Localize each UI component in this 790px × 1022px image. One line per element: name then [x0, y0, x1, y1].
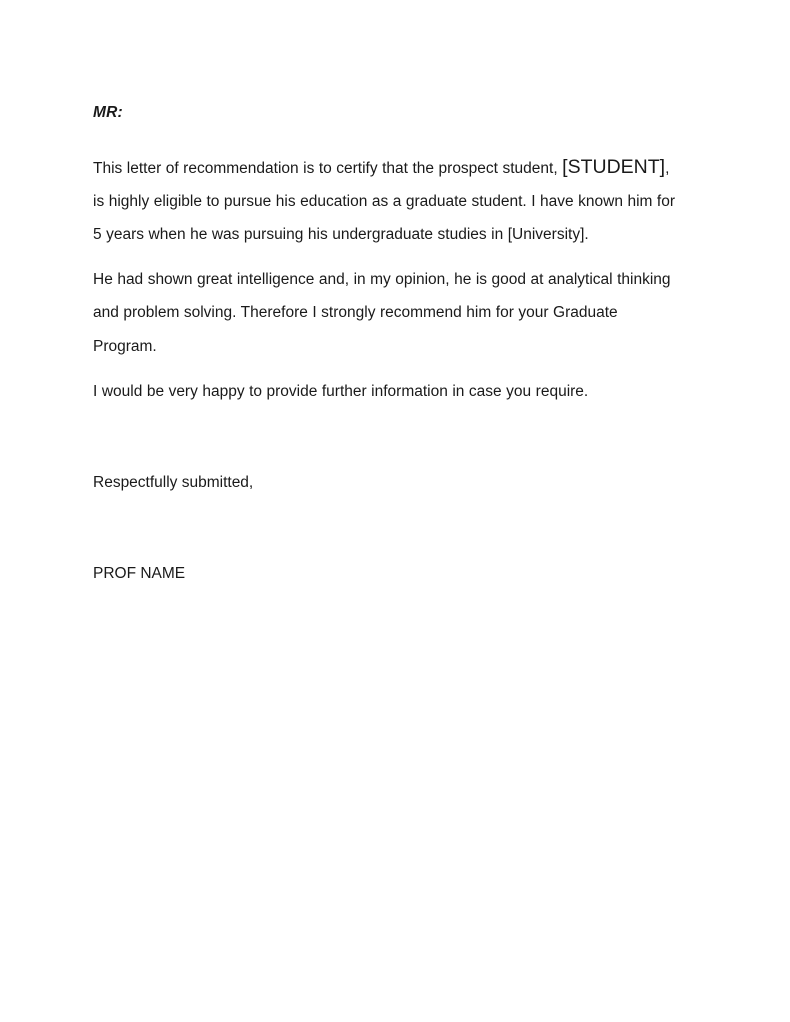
signature-name: PROF NAME [93, 565, 186, 583]
paragraph-assessment: He had shown great intelligence and, in my opinion, he is good at analytical thinking and problem solving. Therefore I strongly recommend him for your Graduate Program. [93, 271, 671, 355]
paragraph-intro-part2: , is highly eligible to pursue his education as a graduate student. I have known him for 5 years when he was pursuing his undergraduate studies in [University]. [93, 159, 676, 243]
letter-body [93, 104, 685, 590]
paragraph-intro-part1: This letter of recommendation is to certify that the prospect student, [93, 159, 563, 177]
salutation: MR: [93, 104, 123, 121]
closing-spacer [93, 420, 685, 466]
paragraph-offer: I would be very happy to provide further information in case you require. [93, 382, 589, 400]
student-placeholder: [STUDENT] [562, 155, 666, 178]
paragraph-intro [93, 151, 685, 252]
closing-line: Respectfully submitted, [93, 474, 254, 492]
signature-spacer [93, 499, 685, 557]
